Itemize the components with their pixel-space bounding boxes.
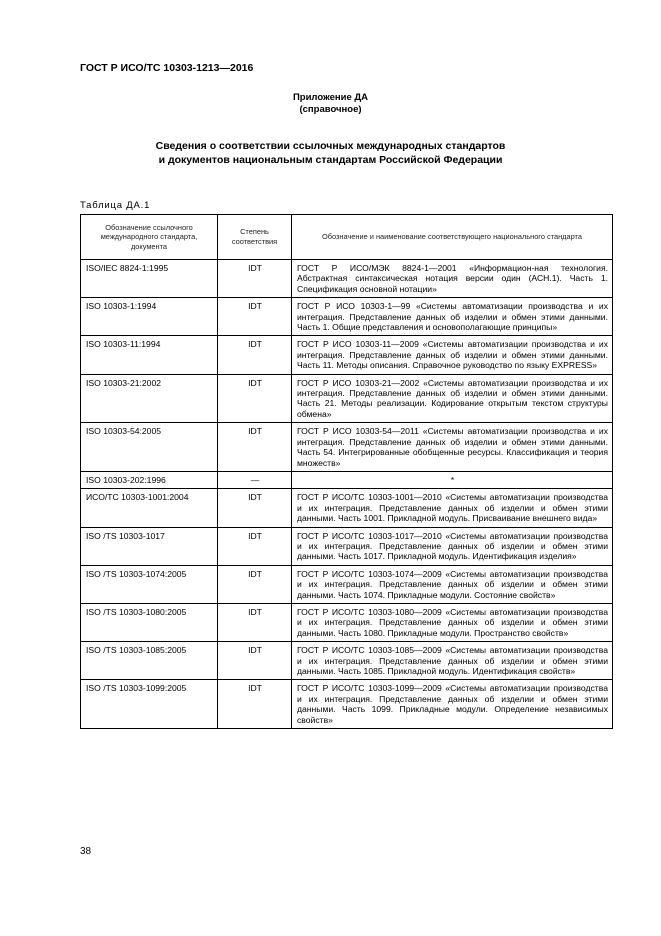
international-standard-cell: ISO 10303-202:1996: [81, 471, 218, 488]
degree-cell: IDT: [218, 603, 292, 641]
national-standard-cell: *: [292, 471, 613, 488]
page-number: 38: [80, 846, 92, 857]
degree-cell: IDT: [218, 260, 292, 298]
document-code: ГОСТ Р ИСО/ТС 10303-1213—2016: [80, 62, 254, 74]
international-standard-cell: ISO /TS 10303-1074:2005: [81, 565, 218, 603]
international-standard-cell: ISO /TS 10303-1085:2005: [81, 642, 218, 680]
degree-cell: IDT: [218, 423, 292, 472]
header-degree: Степень соответствия: [218, 215, 292, 260]
national-standard-cell: ГОСТ Р ИСО/МЭК 8824-1—2001 «Информацион-ная технология. Абстрактная синтаксическая нотация версии один (АСН.1). Часть 1. Спецификация основной нотации»: [292, 260, 613, 298]
international-standard-cell: ISO/IEC 8824-1:1995: [81, 260, 218, 298]
table-header-row: [81, 215, 613, 260]
degree-cell: IDT: [218, 565, 292, 603]
national-standard-cell: ГОСТ Р ИСО/ТС 10303-1017—2010 «Системы автоматизации производства и их интеграция. Представление данных об изделии и обмен этими данными. Часть 1017. Прикладной модуль. Идентификация изделия»: [292, 527, 613, 565]
table-row: [81, 680, 613, 729]
section-heading-line-1: Сведения о соответствии ссылочных международных стандартов: [155, 140, 506, 152]
international-standard-cell: ISO /TS 10303-1099:2005: [81, 680, 218, 729]
degree-cell: IDT: [218, 527, 292, 565]
table-row: [81, 260, 613, 298]
degree-cell: IDT: [218, 374, 292, 423]
correspondence-table: [80, 214, 613, 729]
table-row: [81, 471, 613, 488]
table-row: [81, 298, 613, 336]
international-standard-cell: ISO 10303-11:1994: [81, 336, 218, 374]
table-row: [81, 642, 613, 680]
international-standard-cell: ISO /TS 10303-1017: [81, 527, 218, 565]
appendix-subtitle: (справочное): [299, 104, 362, 115]
table-row: [81, 527, 613, 565]
table-row: [81, 374, 613, 423]
national-standard-cell: ГОСТ Р ИСО/ТС 10303-1001—2010 «Системы автоматизации производства и их интеграция. Представление данных об изделии и обмен этими данными. Часть 1001. Прикладной модуль. Присваивание внешнего вида»: [292, 489, 613, 527]
national-standard-cell: ГОСТ Р ИСО/ТС 10303-1080—2009 «Системы автоматизации производства и их интеграция. Представление данных об изделии и обмен этими данными. Часть 1080. Прикладные модули. Пространство свойств»: [292, 603, 613, 641]
national-standard-cell: ГОСТ Р ИСО 10303-11—2009 «Системы автоматизации производства и их интеграция. Представление данных об изделии и обмен этими данными. Часть 11. Методы описания. Справочное руководство по языку EXPRESS»: [292, 336, 613, 374]
table-row: [81, 489, 613, 527]
international-standard-cell: ISO /TS 10303-1080:2005: [81, 603, 218, 641]
international-standard-cell: ISO 10303-21:2002: [81, 374, 218, 423]
degree-cell: IDT: [218, 489, 292, 527]
national-standard-cell: ГОСТ Р ИСО 10303-54—2011 «Системы автоматизации производства и их интеграция. Представление данных об изделии и обмен этими данными. Часть 54. Интегрированные обобщенные ресурсы. Классификация и теория множеств»: [292, 423, 613, 472]
table-caption: Таблица ДА.1: [80, 200, 151, 211]
national-standard-cell: ГОСТ Р ИСО/ТС 10303-1074—2009 «Системы автоматизации производства и их интеграция. Представление данных об изделии и обмен этими данными. Часть 1074. Прикладные модули. Состояние свойств»: [292, 565, 613, 603]
national-standard-cell: ГОСТ Р ИСО/ТС 10303-1099—2009 «Системы автоматизации производства и их интеграция. Представление данных об изделии и обмен этими данными. Часть 1099. Прикладные модули. Определение независимых свойств»: [292, 680, 613, 729]
degree-cell: IDT: [218, 298, 292, 336]
degree-cell: —: [218, 471, 292, 488]
international-standard-cell: ИСО/ТС 10303-1001:2004: [81, 489, 218, 527]
national-standard-cell: ГОСТ Р ИСО 10303-21—2002 «Системы автоматизации производства и их интеграция. Представление данных об изделии и обмен этими данными. Часть 21. Методы реализации. Кодирование открытым текстом структуры обмена»: [292, 374, 613, 423]
international-standard-cell: ISO 10303-54:2005: [81, 423, 218, 472]
table-row: [81, 565, 613, 603]
table-row: [81, 603, 613, 641]
national-standard-cell: ГОСТ Р ИСО 10303-1—99 «Системы автоматизации производства и их интеграция. Представление данных об изделии и обмен этими данными. Часть 1. Общие представления и основополагающие принципы»: [292, 298, 613, 336]
degree-cell: IDT: [218, 642, 292, 680]
table-row: [81, 336, 613, 374]
national-standard-cell: ГОСТ Р ИСО/ТС 10303-1085—2009 «Системы автоматизации производства и их интеграция. Представление данных об изделии и обмен этими данными. Часть 1085. Прикладной модуль. Идентификация свойств»: [292, 642, 613, 680]
header-international-standard: Обозначение ссылочного международного стандарта, документа: [81, 215, 218, 260]
header-national-standard: Обозначение и наименование соответствующего национального стандарта: [292, 215, 613, 260]
appendix-title: Приложение ДА: [292, 92, 369, 103]
degree-cell: IDT: [218, 336, 292, 374]
section-heading-line-2: и документов национальным стандартам Российской Федерации: [158, 154, 503, 166]
international-standard-cell: ISO 10303-1:1994: [81, 298, 218, 336]
table-row: [81, 423, 613, 472]
degree-cell: IDT: [218, 680, 292, 729]
